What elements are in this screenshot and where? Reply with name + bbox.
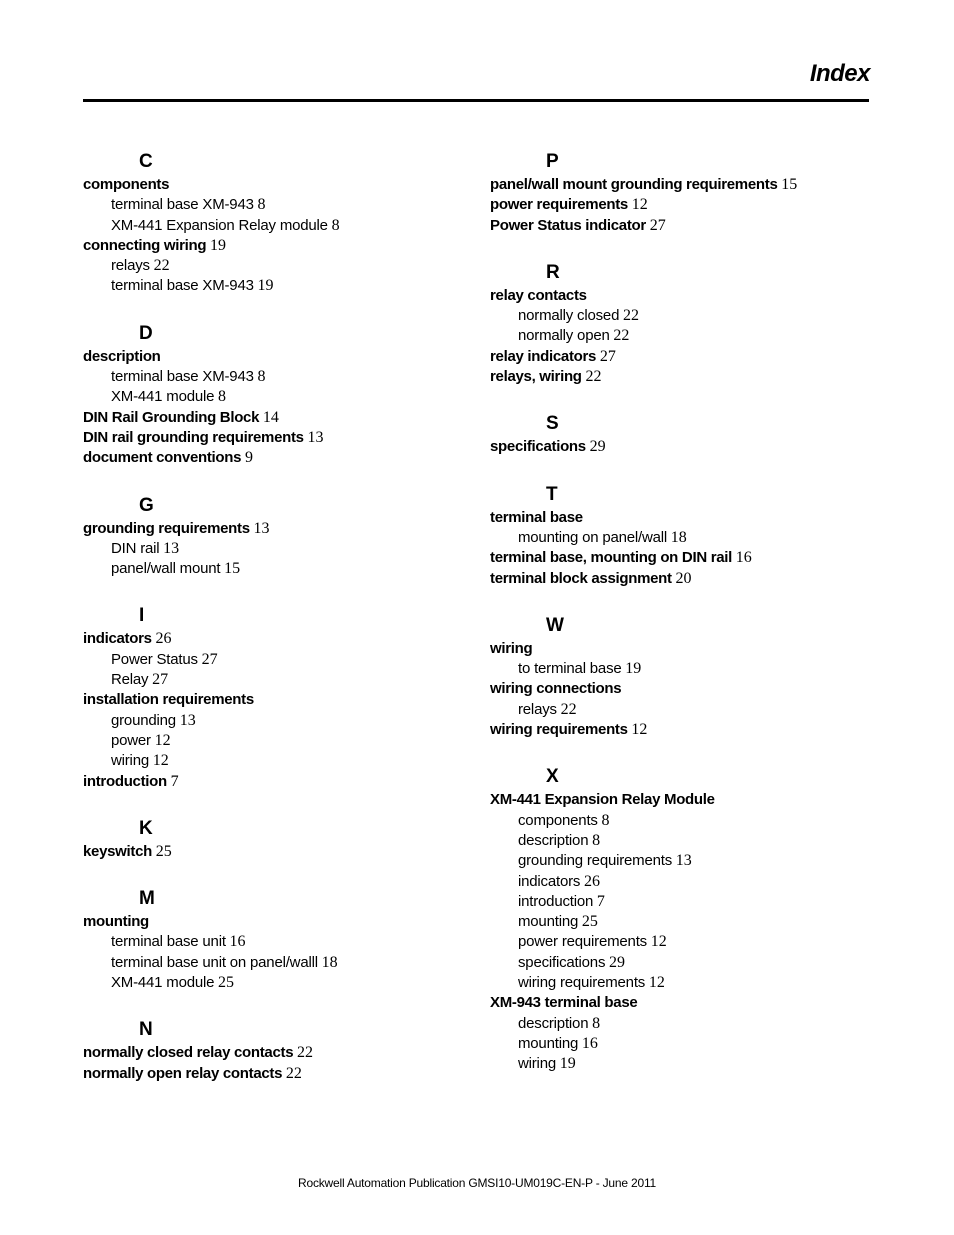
index-section (490, 260, 880, 387)
index-entry (490, 175, 880, 195)
index-subentry (83, 731, 473, 751)
index-section (83, 886, 473, 993)
entry-term: normally closed relay contacts (83, 1044, 294, 1062)
page-number[interactable]: 13 (163, 539, 180, 557)
index-section (83, 493, 473, 580)
subentry-term: XM-441 module (111, 974, 215, 992)
entry-term: components (83, 176, 170, 193)
entry-term: normally open relay contacts (83, 1064, 283, 1082)
subentry-term: mounting (518, 913, 579, 931)
index-subentry (490, 811, 880, 831)
entry-term: panel/wall mount grounding requirements (490, 176, 778, 193)
page-number[interactable]: 12 (631, 721, 648, 739)
subentry-term: grounding (111, 711, 176, 729)
page-number[interactable]: 12 (650, 933, 667, 951)
entry-term: relays, wiring (490, 368, 582, 386)
page-title: Index (809, 60, 870, 87)
page-number[interactable]: 19 (559, 1055, 576, 1073)
subentry-term: mounting (518, 1034, 579, 1052)
subentry-term: normally closed (518, 307, 620, 325)
page-number[interactable]: 27 (599, 347, 616, 365)
index-subentry (83, 195, 473, 215)
index-subentry (83, 711, 473, 731)
page-number[interactable]: 27 (201, 650, 218, 668)
entry-term: XM-441 Expansion Relay Module (490, 791, 715, 809)
footer-publication: Rockwell Automation Publication GMSI10-UM019C-EN-P - June 2011 (298, 1176, 656, 1190)
index-section (83, 149, 473, 297)
index-entry (490, 679, 880, 699)
entry-term: indicators (83, 630, 152, 648)
page-number[interactable]: 7 (170, 772, 179, 790)
page-number[interactable]: 8 (257, 368, 266, 386)
subentry-term: specifications (518, 953, 606, 971)
section-letter: K (139, 817, 153, 839)
page-number[interactable]: 8 (218, 388, 227, 406)
subentry-term: components (518, 811, 598, 829)
subentry-term: Power Status (111, 650, 198, 668)
index-subentry (83, 670, 473, 690)
page-number[interactable]: 8 (592, 1014, 601, 1032)
index-subentry (490, 872, 880, 892)
page-number[interactable]: 12 (631, 196, 648, 214)
entry-term: relay contacts (490, 286, 587, 304)
entry-term: XM-943 terminal base (490, 994, 638, 1012)
subentry-term: power (111, 731, 151, 749)
index-entry (83, 236, 473, 256)
entry-term: DIN rail grounding requirements (83, 428, 304, 446)
section-letter: N (139, 1019, 153, 1041)
page-number[interactable]: 12 (648, 974, 665, 992)
entry-term: terminal base, mounting on DIN rail (490, 549, 733, 567)
page-number[interactable]: 12 (152, 752, 169, 770)
index-subentry (83, 367, 473, 387)
subentry-term: indicators (518, 872, 581, 890)
subentry-term: to terminal base (518, 660, 622, 678)
index-entry (83, 448, 473, 468)
page-number[interactable]: 22 (285, 1064, 302, 1082)
index-entry (83, 1043, 473, 1063)
section-letter: M (139, 888, 155, 910)
index-section (490, 764, 880, 1074)
index-subentry (83, 650, 473, 670)
index-subentry (83, 751, 473, 771)
entry-term: connecting wiring (83, 236, 207, 254)
entry-term: terminal block assignment (490, 569, 672, 587)
index-entry (83, 175, 473, 195)
subentry-term: Relay (111, 671, 149, 689)
entry-term: specifications (490, 438, 586, 456)
page-number[interactable]: 19 (257, 277, 274, 295)
index-entry (83, 842, 473, 862)
page-number[interactable]: 13 (307, 428, 324, 446)
entry-term: installation requirements (83, 691, 254, 709)
index-subentry (490, 326, 880, 346)
page-number[interactable]: 22 (153, 257, 170, 275)
index-section (83, 1017, 473, 1084)
entry-term: wiring requirements (490, 721, 628, 739)
index-subentry (490, 932, 880, 952)
index-subentry (83, 539, 473, 559)
page-number[interactable]: 22 (560, 700, 577, 718)
page-number[interactable]: 13 (675, 852, 692, 870)
entry-term: terminal base (490, 508, 583, 526)
subentry-term: XM-441 Expansion Relay module (111, 216, 328, 234)
entry-term: wiring connections (490, 680, 622, 698)
index-section (490, 411, 880, 457)
page-number[interactable]: 16 (229, 933, 246, 951)
index-entry (490, 548, 880, 568)
index-subentry (490, 912, 880, 932)
page-number[interactable]: 25 (155, 842, 172, 860)
index-entry (83, 519, 473, 539)
page-number[interactable]: 13 (253, 519, 270, 537)
index-subentry (490, 973, 880, 993)
index-entry (490, 720, 880, 740)
subentry-term: terminal base XM-943 (111, 277, 254, 295)
page-number[interactable]: 7 (596, 892, 605, 910)
index-entry (83, 408, 473, 428)
subentry-term: terminal base XM-943 (111, 368, 254, 386)
index-subentry (490, 659, 880, 679)
index-entry (83, 1064, 473, 1084)
index-section (490, 613, 880, 740)
index-subentry (490, 700, 880, 720)
page-number[interactable]: 16 (581, 1034, 598, 1052)
page-number[interactable]: 15 (781, 176, 798, 193)
entry-term: description (83, 347, 161, 365)
page-number[interactable]: 29 (589, 438, 606, 456)
index-subentry (83, 973, 473, 993)
index-subentry (83, 216, 473, 236)
page-number[interactable]: 8 (331, 216, 340, 234)
page-number[interactable]: 27 (152, 671, 169, 689)
index-subentry (490, 1034, 880, 1054)
index-subentry (83, 276, 473, 296)
page-number[interactable]: 19 (625, 660, 642, 678)
page-number[interactable]: 18 (670, 528, 687, 546)
index-subentry (490, 528, 880, 548)
subentry-term: grounding requirements (518, 852, 673, 870)
subentry-term: terminal base XM-943 (111, 196, 254, 214)
index-subentry (490, 953, 880, 973)
entry-term: power requirements (490, 196, 628, 214)
index-entry (490, 347, 880, 367)
index-section (490, 482, 880, 589)
index-section (83, 816, 473, 862)
index-subentry (490, 892, 880, 912)
index-section (490, 149, 880, 236)
subentry-term: terminal base unit (111, 933, 226, 951)
entry-term: wiring (490, 639, 533, 657)
index-subentry (490, 1054, 880, 1074)
page-number[interactable]: 16 (735, 549, 752, 567)
page-number[interactable]: 22 (585, 368, 602, 386)
index-entry (490, 286, 880, 306)
subentry-term: panel/wall mount (111, 560, 221, 578)
page-number[interactable]: 12 (154, 731, 171, 749)
subentry-term: normally open (518, 327, 610, 345)
entry-term: mounting (83, 913, 149, 931)
page-number[interactable]: 29 (609, 953, 625, 971)
page-number[interactable]: 8 (257, 196, 266, 214)
index-column-right (490, 149, 880, 1099)
page-number[interactable]: 22 (622, 307, 639, 325)
header-rule (83, 99, 869, 102)
index-entry (83, 347, 473, 367)
section-letter: D (139, 322, 153, 344)
index-entry (490, 790, 880, 810)
section-letter: X (546, 766, 559, 788)
entry-term: Power Status indicator (490, 216, 646, 234)
subentry-term: wiring (111, 752, 149, 770)
section-letter: P (546, 151, 559, 172)
index-subentry (490, 831, 880, 851)
index-column-left (83, 149, 473, 1108)
entry-term: grounding requirements (83, 519, 250, 537)
index-entry (83, 772, 473, 792)
page-number[interactable]: 25 (581, 913, 598, 931)
entry-term: introduction (83, 772, 167, 790)
index-entry (490, 437, 880, 457)
page-number[interactable]: 14 (262, 408, 279, 426)
index-subentry (83, 256, 473, 276)
index-subentry (83, 387, 473, 407)
subentry-term: description (518, 831, 589, 849)
page-number[interactable]: 26 (155, 630, 172, 648)
index-subentry (83, 559, 473, 579)
index-entry (490, 216, 880, 236)
index-entry (490, 569, 880, 589)
entry-term: keyswitch (83, 842, 153, 860)
section-letter: G (139, 494, 154, 516)
index-section (83, 321, 473, 469)
index-entry (490, 195, 880, 215)
index-subentry (83, 932, 473, 952)
index-entry (83, 690, 473, 710)
entry-term: document conventions (83, 449, 242, 467)
page-number[interactable]: 27 (649, 216, 666, 234)
page-number[interactable]: 22 (613, 327, 630, 345)
index-subentry (490, 851, 880, 871)
subentry-term: relays (111, 257, 150, 275)
section-letter: T (546, 483, 558, 505)
page-number[interactable]: 15 (224, 560, 241, 578)
subentry-term: relays (518, 700, 557, 718)
index-entry (83, 912, 473, 932)
page-number[interactable]: 26 (583, 872, 600, 890)
index-entry (490, 508, 880, 528)
page-number[interactable]: 19 (210, 236, 226, 254)
index-subentry (490, 306, 880, 326)
index-entry (490, 639, 880, 659)
subentry-term: introduction (518, 892, 594, 910)
index-section (83, 603, 473, 791)
subentry-term: mounting on panel/wall (518, 528, 668, 546)
index-entry (83, 428, 473, 448)
index-entry (490, 993, 880, 1013)
subentry-term: power requirements (518, 933, 647, 951)
subentry-term: XM-441 module (111, 388, 215, 406)
page-number[interactable]: 22 (297, 1044, 314, 1062)
section-letter: R (546, 261, 560, 283)
index-entry (83, 629, 473, 649)
page-number[interactable]: 13 (179, 711, 196, 729)
page-number[interactable]: 8 (601, 811, 610, 829)
subentry-term: DIN rail (111, 539, 160, 557)
index-entry (490, 367, 880, 387)
page-number[interactable]: 20 (675, 569, 692, 587)
subentry-term: terminal base unit on panel/walll (111, 953, 318, 971)
subentry-term: description (518, 1014, 589, 1032)
section-letter: I (139, 605, 145, 627)
page-number[interactable]: 8 (592, 831, 601, 849)
entry-term: DIN Rail Grounding Block (83, 408, 260, 426)
section-letter: S (546, 413, 559, 435)
entry-term: relay indicators (490, 347, 597, 365)
index-subentry (490, 1014, 880, 1034)
subentry-term: wiring requirements (518, 974, 646, 992)
subentry-term: wiring (518, 1055, 556, 1073)
section-letter: C (139, 151, 153, 172)
index-subentry (83, 953, 473, 973)
page-number[interactable]: 18 (321, 953, 338, 971)
page-number[interactable]: 25 (218, 974, 235, 992)
section-letter: W (546, 614, 564, 636)
page-number[interactable]: 9 (244, 449, 253, 467)
